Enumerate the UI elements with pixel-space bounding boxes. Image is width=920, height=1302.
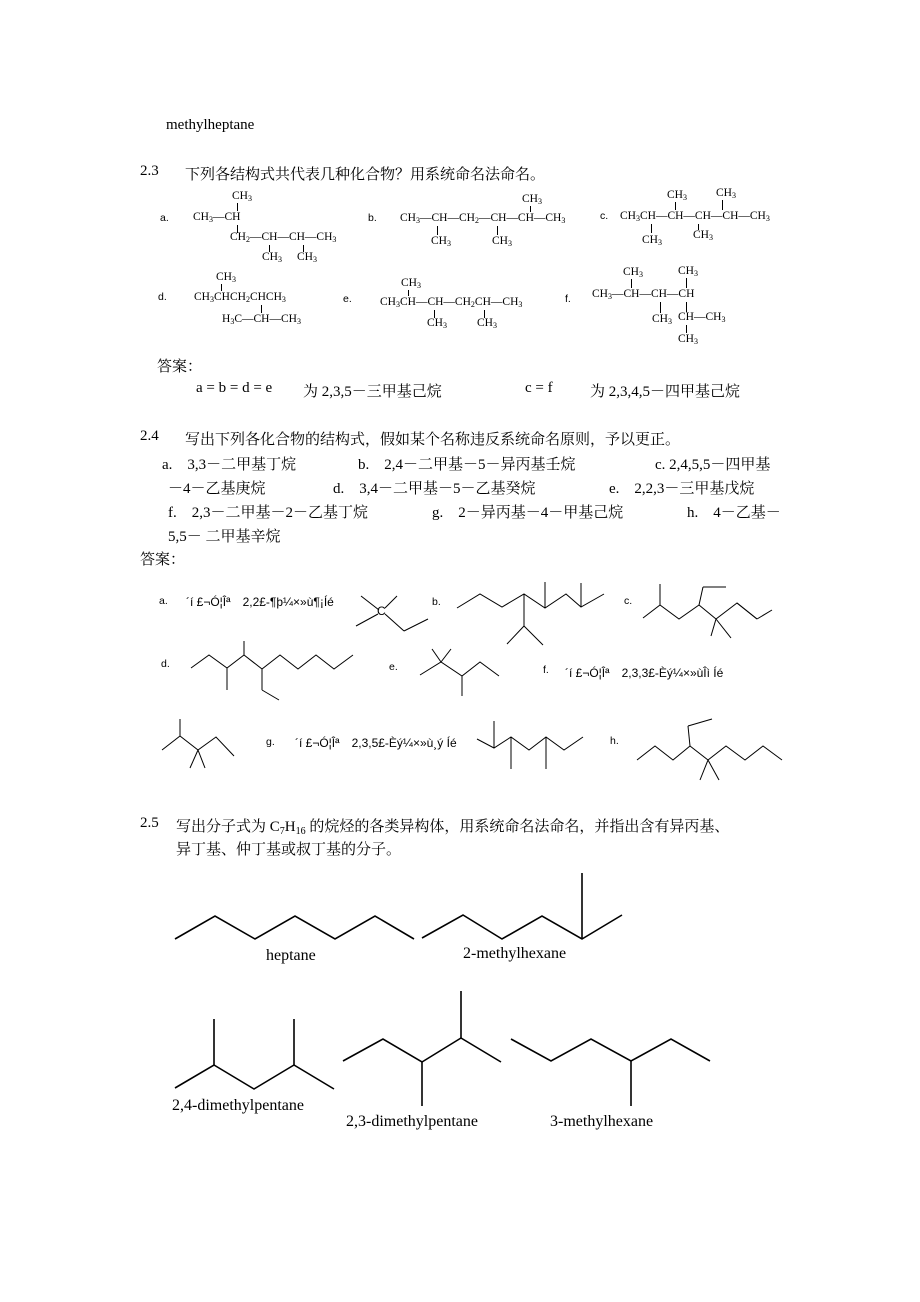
q24-number: 2.4 [140, 428, 159, 444]
q23-number: 2.3 [140, 163, 159, 179]
q24-ans-label-c: c. [624, 595, 633, 607]
q23-text: 下列各结构式共代表几种化合物？用系统命名法命名。 [185, 167, 546, 183]
q23-label-c: c. [600, 210, 609, 222]
q23-answer-left-name: 为 2,3,5－三甲基己烷 [303, 384, 442, 400]
q24-item-a: a. 3,3－二甲基丁烷 [162, 457, 297, 473]
q23-answer-right-name: 为 2,3,4,5－四甲基己烷 [590, 384, 741, 400]
q24-ans-label-d: d. [161, 658, 170, 670]
q23-label-f: f. [565, 293, 571, 305]
q24-ans-label-f: f. [543, 664, 549, 676]
q24-ans-a-text: ´í £¬Ó¦Îª 2,2£-¶þ¼×»ù¶¡Íé [186, 595, 334, 609]
name-2-methylhexane: 2-methylhexane [463, 945, 567, 962]
q24-ans-label-a: a. [159, 595, 168, 607]
name-2-4-dimethylpentane: 2,4-dimethylpentane [172, 1097, 304, 1114]
q24-item-h: h. 4－乙基－ [687, 505, 781, 521]
q24-text: 写出下列各化合物的结构式，假如某个名称违反系统命名原则，予以更正。 [185, 432, 681, 448]
q24-ans-g-text: ´í £¬Ó¦Îª 2,3,5£-Èý¼×»ù¸ý Íé [295, 736, 457, 750]
q24-item-c: c. 2,4,5,5－四甲基 [655, 457, 771, 473]
q24-ans-label-h: h. [610, 735, 619, 747]
q24-item-f: f. 2,3－二甲基－2－乙基丁烷 [168, 505, 368, 521]
q24-ans-label-e: e. [389, 661, 398, 673]
q23-label-a: a. [160, 212, 169, 224]
q24-ans-a-atom: C [377, 604, 386, 618]
q24-item-e: e. 2,2,3－三甲基戊烷 [609, 481, 755, 497]
q24-item-g: g. 2－异丙基－4－甲基己烷 [432, 505, 624, 521]
q24-answer-label: 答案： [140, 552, 186, 568]
q25-number: 2.5 [140, 815, 159, 831]
q23-label-b: b. [368, 212, 377, 224]
q23-label-d: d. [158, 291, 167, 303]
q23-answer-left-eq: a = b = d = e [196, 380, 273, 396]
q24-item-d: d. 3,4－二甲基－5－乙基癸烷 [333, 481, 536, 497]
q24-ans-f-text: ´í £¬Ó¦Îª 2,3,3£-Èý¼×»ùÎì Íé [565, 666, 724, 680]
name-heptane: heptane [266, 947, 316, 964]
name-2-3-dimethylpentane: 2,3-dimethylpentane [346, 1113, 478, 1130]
name-3-methylhexane: 3-methylhexane [550, 1113, 654, 1130]
q24-item-h-cont: 5,5－ 二甲基辛烷 [168, 529, 281, 545]
q23-answer-label: 答案： [157, 359, 203, 375]
q23-answer-right-eq: c = f [525, 380, 553, 396]
q25-line2: 异丁基、仲丁基或叔丁基的分子。 [176, 842, 402, 858]
q25-line1: 写出分子式为 $C_7H_{16}$ 的烷烃的各类异构体，用系统命名法命名，并指出含有异丙基、 [176, 819, 730, 837]
q24-ans-label-b: b. [432, 596, 441, 608]
q24-item-b: b. 2,4－二甲基－5－异丙基壬烷 [358, 457, 576, 473]
q24-ans-label-g: g. [266, 736, 275, 748]
q24-item-c-cont: －4－乙基庚烷 [168, 481, 266, 497]
q23-label-e: e. [343, 293, 352, 305]
top-text: methylheptane [166, 117, 255, 133]
